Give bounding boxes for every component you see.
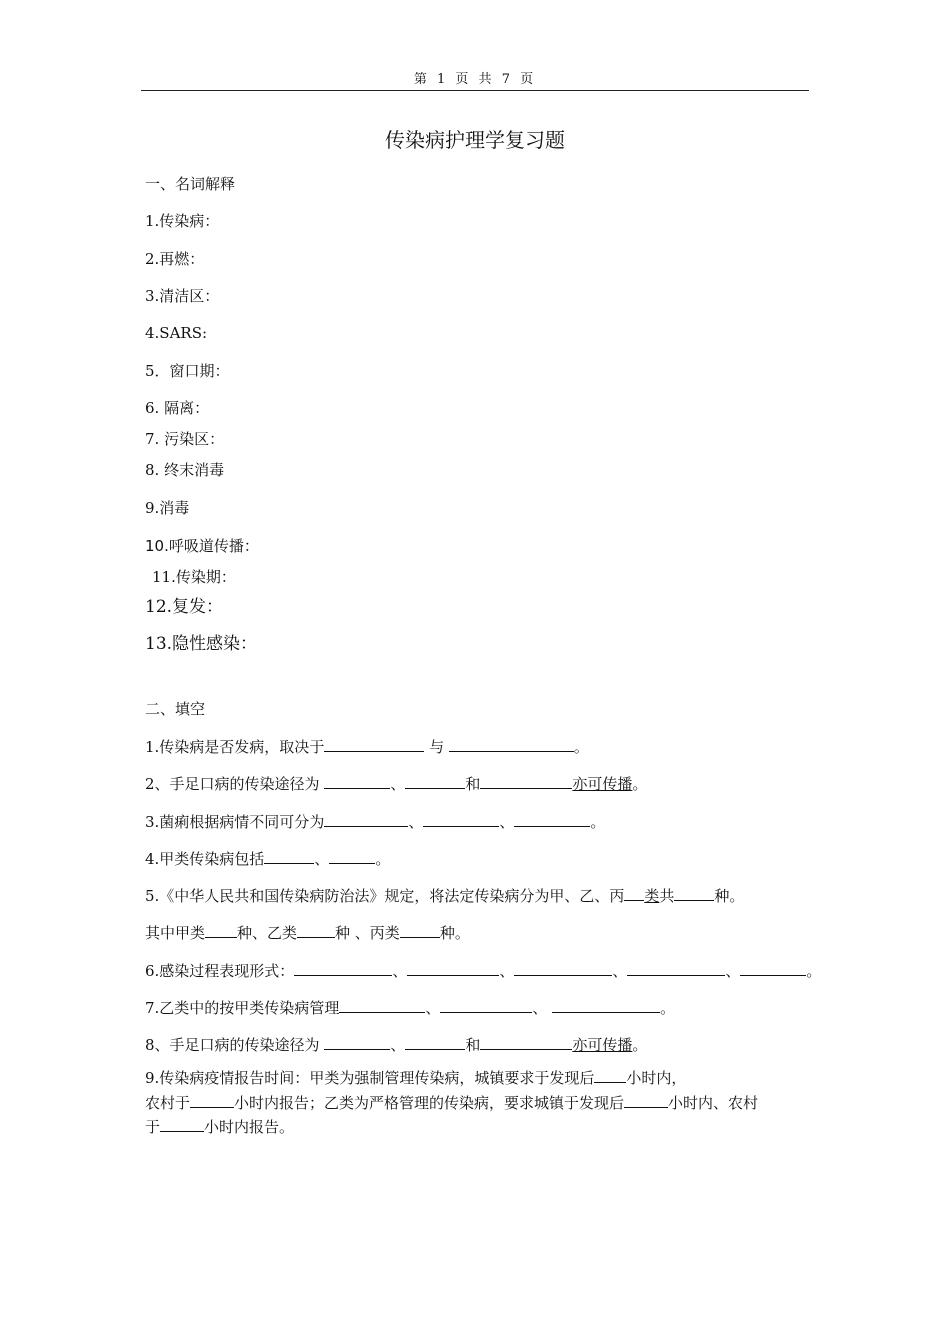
definition-item: 2.再燃： <box>145 250 205 268</box>
definition-item: 5．窗口期： <box>145 362 230 380</box>
question-text: 小时内， <box>626 1069 687 1087</box>
question-text: 2、手足口病的传染途径为 <box>145 775 320 793</box>
question-text: 种。 <box>714 887 745 905</box>
question-3 <box>145 812 605 831</box>
answer-blank <box>627 961 725 976</box>
question-text: 与 <box>429 738 445 756</box>
question-text: 小时内报告。 <box>204 1118 295 1136</box>
question-text: 、 <box>390 775 406 793</box>
answer-blank <box>405 1035 465 1050</box>
question-9 <box>145 1068 686 1087</box>
question-text: 和 <box>465 1036 481 1054</box>
answer-blank <box>740 961 806 976</box>
answer-blank <box>324 812 408 827</box>
answer-blank <box>405 774 465 789</box>
definition-item: 11.传染期： <box>152 568 236 586</box>
question-text: 、 <box>390 1036 406 1054</box>
question-text: 8、手足口病的传染途径为 <box>145 1036 320 1054</box>
question-text: 于 <box>145 1118 161 1136</box>
question-text: 种 、丙类 <box>335 924 400 942</box>
question-text: 5.《中华人民共和国传染病防治法》规定，将法定传染病分为甲、乙、丙 <box>145 887 625 905</box>
question-7 <box>145 998 675 1017</box>
answer-blank <box>339 998 425 1013</box>
question-text: 小时内报告；乙类为严格管理的传染病，要求城镇于发现后 <box>234 1094 625 1112</box>
question-9-continued <box>145 1117 294 1136</box>
question-text: 、 <box>612 962 628 980</box>
question-text: 。 <box>375 850 391 868</box>
definition-item: 1.传染病： <box>145 212 220 230</box>
question-text: 3.菌痢根据病情不同可分为 <box>145 813 325 831</box>
answer-blank <box>624 886 644 901</box>
answer-blank <box>423 812 499 827</box>
question-8 <box>145 1035 647 1054</box>
question-2 <box>145 774 647 793</box>
question-5-continued <box>145 923 470 942</box>
answer-blank <box>264 849 314 864</box>
answer-blank <box>514 812 590 827</box>
answer-blank <box>594 1068 626 1083</box>
answer-blank <box>480 774 572 789</box>
definition-item: 13.隐性感染： <box>145 634 258 654</box>
question-text: 类 <box>644 887 660 905</box>
question-1 <box>145 737 589 756</box>
answer-blank <box>324 737 424 752</box>
question-text: 。 <box>590 813 606 831</box>
question-text: 、 <box>425 999 441 1017</box>
question-6 <box>145 961 821 980</box>
question-text: 、 <box>532 999 548 1017</box>
answer-blank <box>407 961 499 976</box>
question-text: 、 <box>314 850 330 868</box>
question-text: 亦可传播 <box>572 1036 633 1054</box>
question-text: 、 <box>408 813 424 831</box>
answer-blank <box>514 961 612 976</box>
question-text: 。 <box>632 775 648 793</box>
definition-item: 4.SARS: <box>145 324 208 342</box>
definition-item: 10.呼吸道传播： <box>145 537 259 555</box>
question-text: 4.甲类传染病包括 <box>145 850 265 868</box>
question-text: 。 <box>806 962 822 980</box>
question-text: 其中甲类 <box>145 924 206 942</box>
question-text: 。 <box>573 738 589 756</box>
document-title: 传染病护理学复习题 <box>385 128 565 152</box>
definition-item: 9.消毒 <box>145 499 190 517</box>
page-header: 第 1 页 共 7 页 <box>141 72 809 91</box>
question-text: 种。 <box>439 924 470 942</box>
answer-blank <box>440 998 532 1013</box>
definition-item: 12.复发： <box>145 597 224 617</box>
question-text: 农村于 <box>145 1094 191 1112</box>
question-text: 、 <box>392 962 408 980</box>
answer-blank <box>190 1093 234 1108</box>
question-text: 6.感染过程表现形式： <box>145 962 295 980</box>
answer-blank <box>552 998 660 1013</box>
answer-blank <box>329 849 375 864</box>
section-heading-fill-in: 二、填空 <box>145 700 206 718</box>
answer-blank <box>449 737 574 752</box>
question-text: 、 <box>499 962 515 980</box>
definition-item: 7. 污染区： <box>145 430 225 448</box>
definition-item: 6. 隔离： <box>145 399 210 417</box>
answer-blank <box>400 923 440 938</box>
question-5 <box>145 886 744 905</box>
section-heading-definitions: 一、名词解释 <box>145 175 236 193</box>
question-text: 9.传染病疫情报告时间：甲类为强制管理传染病，城镇要求于发现后 <box>145 1069 595 1087</box>
question-text: 和 <box>465 775 481 793</box>
question-text: 。 <box>660 999 676 1017</box>
question-text: 1.传染病是否发病，取决于 <box>145 738 325 756</box>
answer-blank <box>324 1035 390 1050</box>
question-text: 共 <box>659 887 675 905</box>
question-text: 、 <box>499 813 515 831</box>
question-text: 、 <box>725 962 741 980</box>
answer-blank <box>480 1035 572 1050</box>
answer-blank <box>297 923 335 938</box>
question-text: 种、乙类 <box>237 924 298 942</box>
answer-blank <box>624 1093 668 1108</box>
answer-blank <box>205 923 237 938</box>
question-text: 亦可传播 <box>572 775 633 793</box>
definition-item: 3.清洁区： <box>145 287 220 305</box>
answer-blank <box>160 1117 204 1132</box>
question-text: 小时内、农村 <box>668 1094 759 1112</box>
answer-blank <box>674 886 714 901</box>
question-text: 7.乙类中的按甲类传染病管理 <box>145 999 340 1017</box>
question-4 <box>145 849 390 868</box>
answer-blank <box>294 961 392 976</box>
question-text: 。 <box>632 1036 648 1054</box>
answer-blank <box>324 774 390 789</box>
definition-item: 8. 终末消毒 <box>145 461 225 479</box>
question-9-continued <box>145 1093 758 1112</box>
